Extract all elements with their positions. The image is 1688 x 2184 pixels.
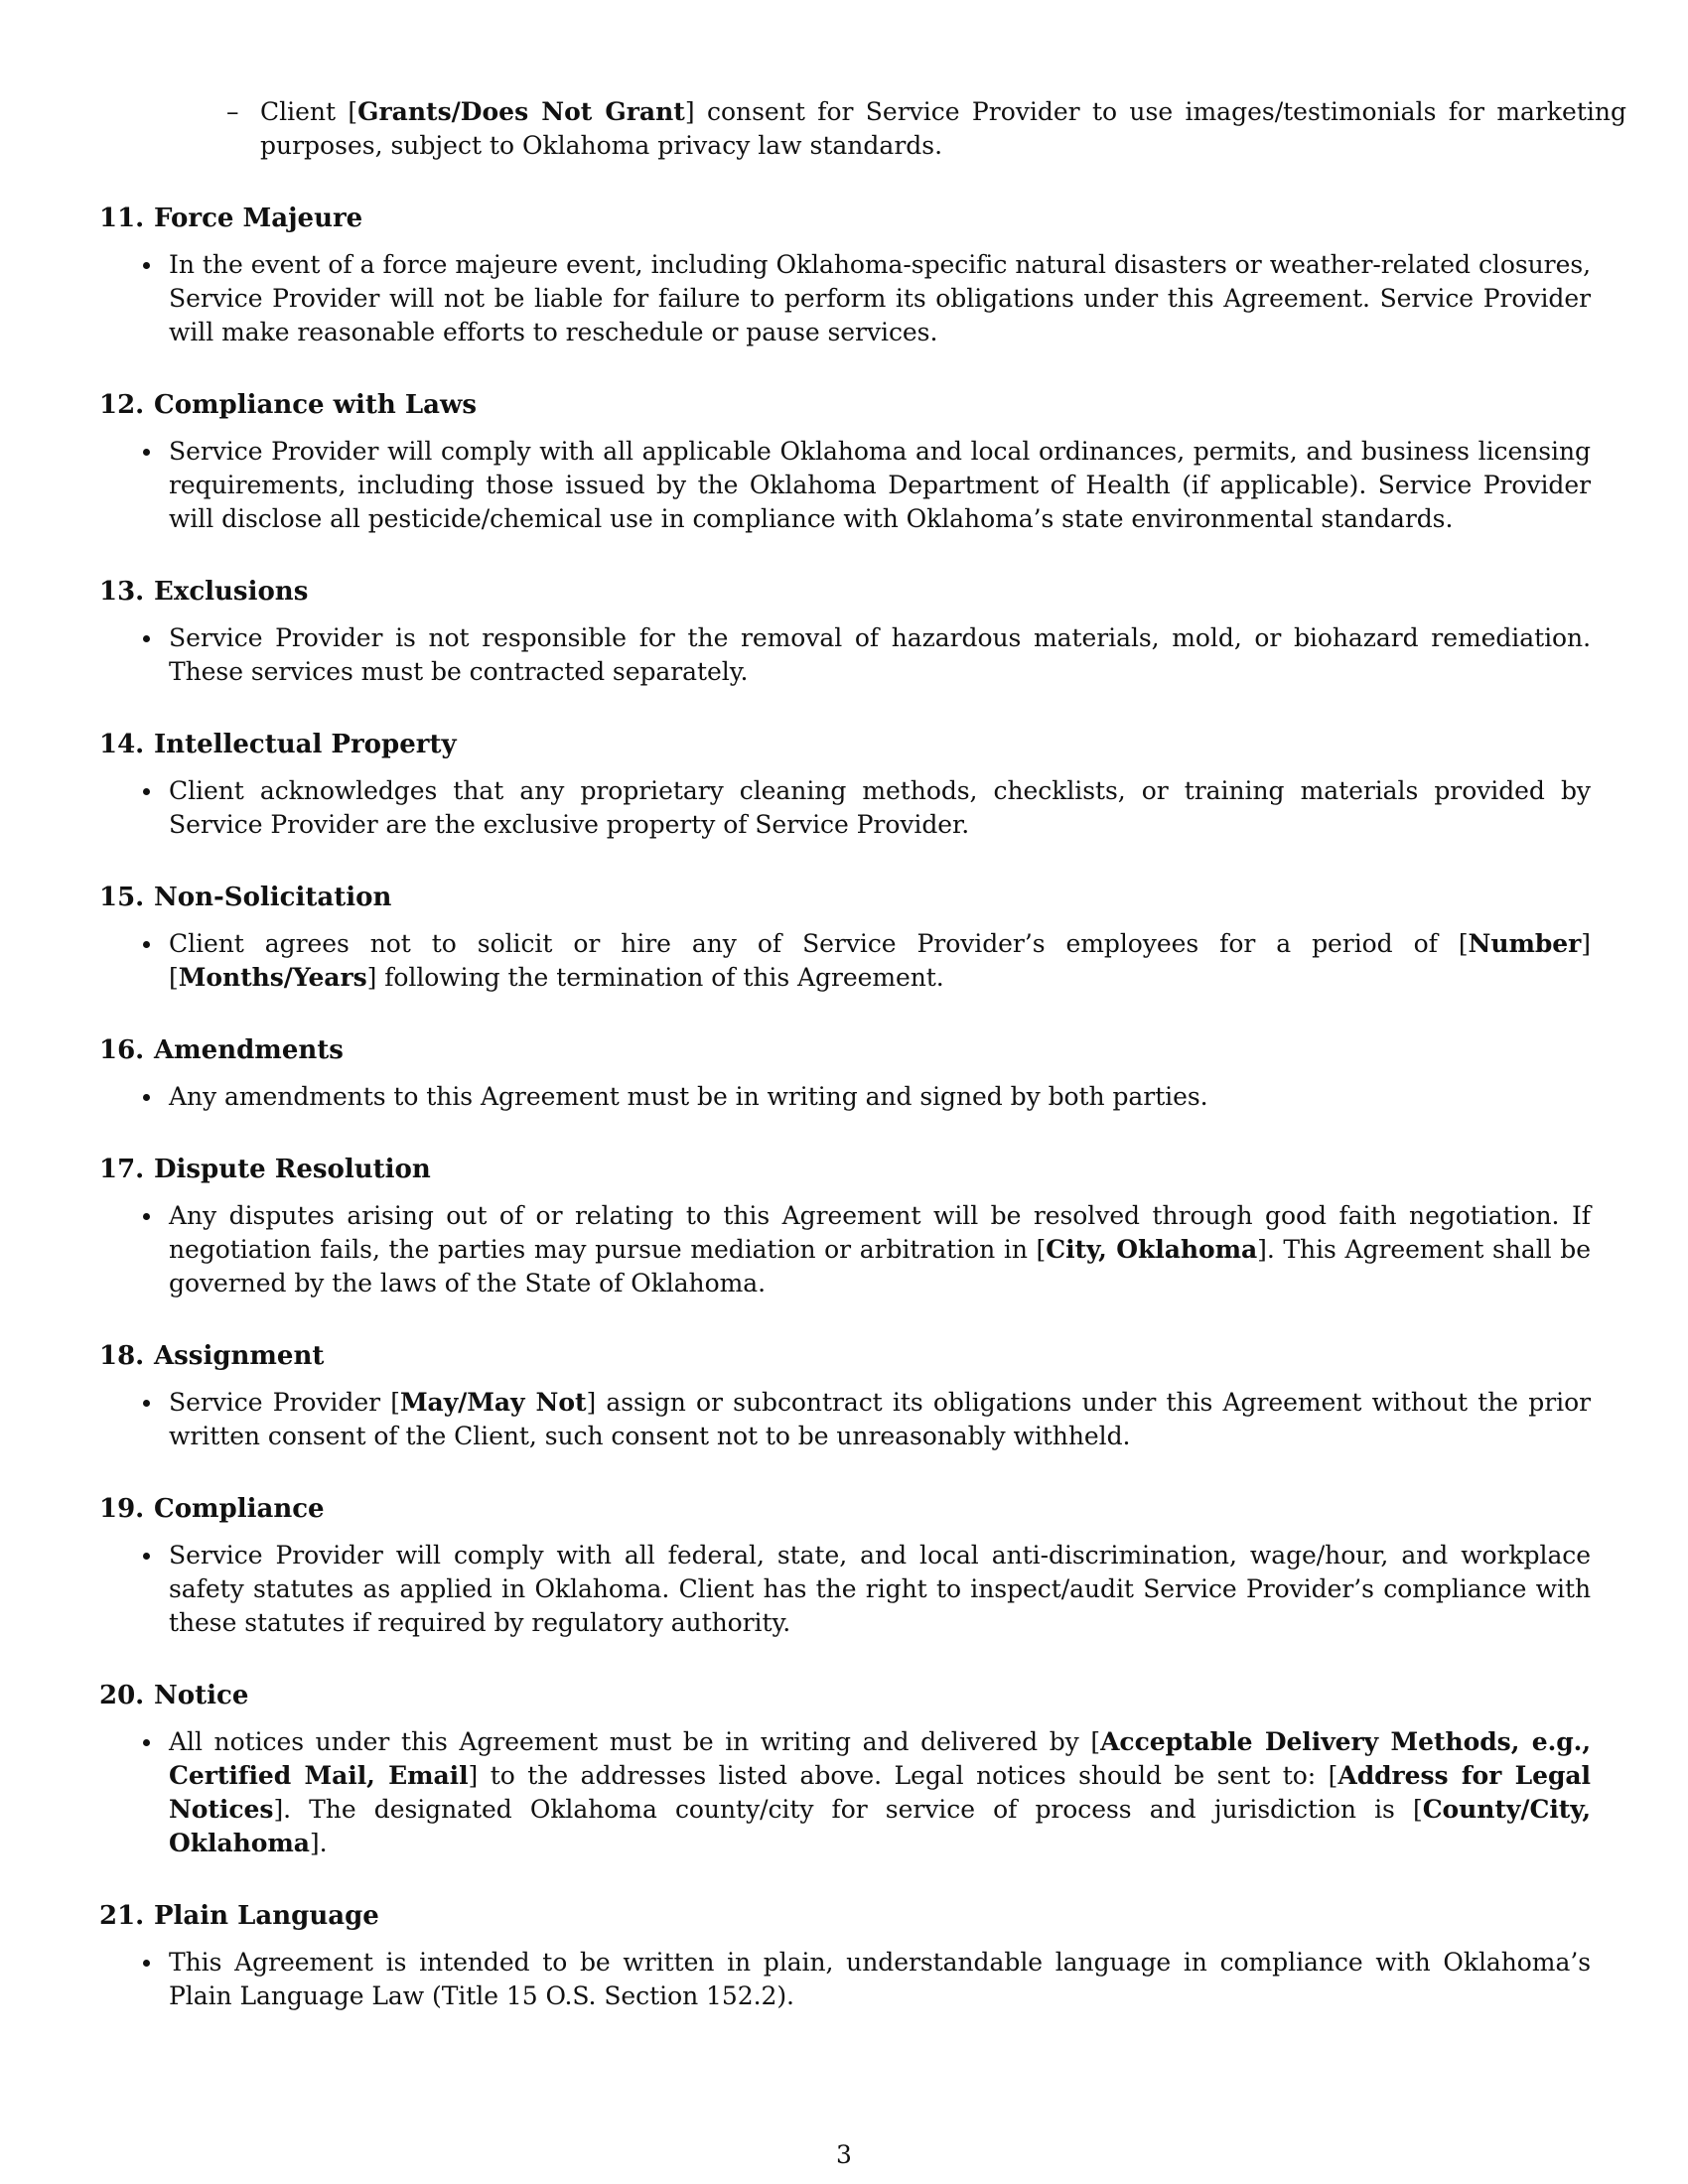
section-title: Dispute Resolution <box>154 1155 431 1184</box>
dash-marker: – <box>226 97 239 126</box>
section-13 <box>99 574 1589 689</box>
placeholder-field: Months/Years <box>178 963 367 992</box>
section-heading <box>99 574 1589 610</box>
section-number: 15. <box>99 883 145 912</box>
section-number: 16. <box>99 1035 145 1065</box>
section-title: Compliance <box>154 1494 325 1524</box>
sections-list <box>99 201 1589 2013</box>
section-18 <box>99 1338 1589 1453</box>
section-19 <box>99 1491 1589 1640</box>
section-heading <box>99 1678 1589 1713</box>
section-number: 17. <box>99 1155 145 1184</box>
sub-item-text <box>260 97 1626 160</box>
section-15 <box>99 880 1589 995</box>
bullet-item <box>169 1080 1591 1114</box>
text-run: ] to the addresses listed above. Legal notices should be sent to: [ <box>468 1761 1338 1790</box>
document-page <box>99 95 1626 2013</box>
intro-sub-item <box>226 95 1626 163</box>
text-run: ]. The designated Oklahoma county/city for service of process and jurisdiction is [ <box>273 1795 1423 1824</box>
text-run: ] consent for Service Provider to use images/testimonials for marketing purposes, subject to Oklahoma privacy law standards. <box>260 97 1626 160</box>
section-number: 13. <box>99 577 145 607</box>
text-run: ]. <box>309 1829 328 1857</box>
placeholder-field: Grants/Does Not Grant <box>357 97 685 126</box>
section-title: Non-Solicitation <box>154 883 392 912</box>
placeholder-field: May/May Not <box>399 1388 587 1417</box>
text-run: ] assign or subcontract its obligations under this Agreement without the prior written consent of the Client, such consent not to be unreasonably withheld. <box>169 1388 1591 1450</box>
bullet-item <box>169 435 1591 536</box>
text-run: Service Provider will comply with all federal, state, and local anti-discrimination, wage/hour, and workplace safety statutes as applied in Oklahoma. Client has the right to inspect/audit Service Provider’s compliance with these statutes if required by regulatory authority. <box>169 1541 1591 1637</box>
bullet-item <box>169 1946 1591 2013</box>
section-title: Compliance with Laws <box>154 390 478 420</box>
section-heading <box>99 880 1589 915</box>
placeholder-field: Number <box>1468 929 1582 958</box>
placeholder-field: City, Oklahoma <box>1046 1235 1258 1264</box>
text-run: Client [ <box>260 97 358 126</box>
section-17 <box>99 1152 1589 1300</box>
placeholder-field: County/City, Oklahoma <box>169 1795 1591 1857</box>
text-run: Client agrees not to solicit or hire any of Service Provider’s employees for a period of [ <box>169 929 1469 958</box>
bullet-item <box>169 621 1591 689</box>
section-heading <box>99 1898 1589 1934</box>
section-heading <box>99 1491 1589 1527</box>
page-number: 3 <box>836 2140 852 2169</box>
text-run: All notices under this Agreement must be in writing and delivered by [ <box>169 1727 1101 1756</box>
text-run: Service Provider will comply with all applicable Oklahoma and local ordinances, permits, and business licensing requirements, including those issued by the Oklahoma Department of Health (if applicable). Service Provider will disclose all pesticide/chemical use in compliance with Oklahoma’s state environmental standards. <box>169 437 1591 533</box>
placeholder-field: Address for Legal Notices <box>169 1761 1591 1824</box>
bullet-item <box>169 248 1591 349</box>
bullet-item <box>169 1725 1591 1860</box>
section-title: Exclusions <box>154 577 309 607</box>
text-run: In the event of a force majeure event, including Oklahoma-specific natural disasters or weather-related closures, Service Provider will not be liable for failure to perform its obligations under this Agreement. Service Provider will make reasonable efforts to reschedule or pause services. <box>169 250 1591 346</box>
section-heading <box>99 727 1589 762</box>
section-heading <box>99 387 1589 423</box>
text-run: Any disputes arising out of or relating to this Agreement will be resolved through good faith negotiation. If negotiation fails, the parties may pursue mediation or arbitration in [ <box>169 1201 1591 1264</box>
section-heading <box>99 201 1589 236</box>
section-heading <box>99 1032 1589 1068</box>
section-number: 18. <box>99 1341 145 1371</box>
section-title: Intellectual Property <box>154 730 457 759</box>
section-number: 12. <box>99 390 145 420</box>
section-number: 14. <box>99 730 145 759</box>
section-20 <box>99 1678 1589 1860</box>
bullet-item <box>169 1199 1591 1300</box>
section-16 <box>99 1032 1589 1114</box>
text-run: Client acknowledges that any proprietary cleaning methods, checklists, or training materials provided by Service Provider are the exclusive property of Service Provider. <box>169 776 1591 839</box>
section-title: Force Majeure <box>154 204 363 233</box>
section-number: 19. <box>99 1494 145 1524</box>
section-number: 11. <box>99 204 145 233</box>
bullet-item <box>169 1386 1591 1453</box>
bullet-item <box>169 927 1591 995</box>
text-run: Service Provider [ <box>169 1388 400 1417</box>
section-21 <box>99 1898 1589 2013</box>
text-run: This Agreement is intended to be written in plain, understandable language in compliance with Oklahoma’s Plain Language Law (Title 15 O.S. Section 152.2). <box>169 1948 1591 2010</box>
section-12 <box>99 387 1589 536</box>
section-title: Amendments <box>154 1035 344 1065</box>
bullet-item <box>169 1539 1591 1640</box>
section-heading <box>99 1152 1589 1187</box>
text-run: ]. This Agreement shall be governed by the laws of the State of Oklahoma. <box>169 1235 1591 1297</box>
section-title: Plain Language <box>154 1901 379 1931</box>
section-heading <box>99 1338 1589 1374</box>
section-number: 21. <box>99 1901 145 1931</box>
bullet-item <box>169 774 1591 842</box>
section-title: Assignment <box>154 1341 325 1371</box>
section-number: 20. <box>99 1681 145 1710</box>
text-run: ] following the termination of this Agreement. <box>366 963 944 992</box>
text-run: Any amendments to this Agreement must be in writing and signed by both parties. <box>169 1082 1208 1111</box>
placeholder-field: Acceptable Delivery Methods, e.g., Certified Mail, Email <box>169 1727 1591 1790</box>
text-run: Service Provider is not responsible for the removal of hazardous materials, mold, or biohazard remediation. These services must be contracted separately. <box>169 623 1591 686</box>
section-14 <box>99 727 1589 842</box>
section-11 <box>99 201 1589 349</box>
text-run: ] [ <box>169 929 1591 992</box>
section-title: Notice <box>154 1681 249 1710</box>
